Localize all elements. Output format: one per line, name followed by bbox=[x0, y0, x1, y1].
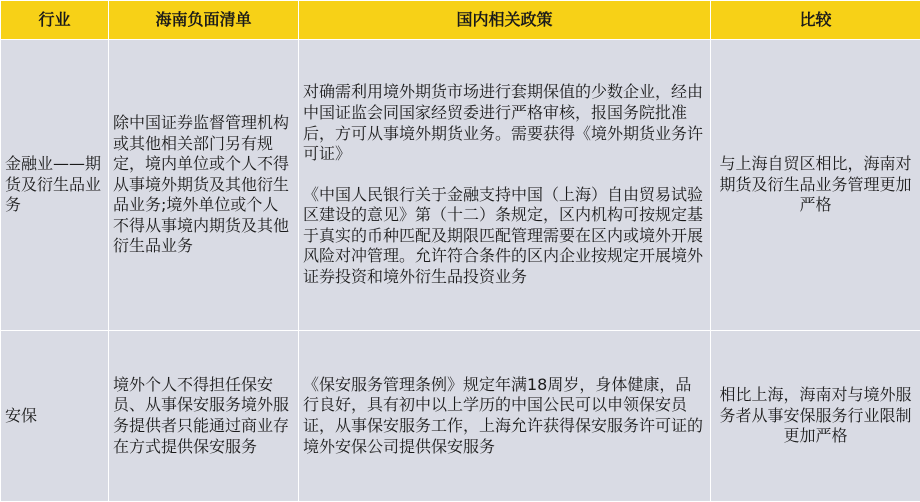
industry-cell: 金融业——期货及衍生品业务 bbox=[1, 40, 109, 331]
domestic-policy-cell bbox=[299, 331, 711, 502]
header-hainan-negative-list: 海南负面清单 bbox=[109, 1, 299, 40]
header-domestic-policy: 国内相关政策 bbox=[299, 1, 711, 40]
comparison-cell: 相比上海，海南对与境外服务者从事安保服务行业限制更加严格 bbox=[711, 331, 920, 502]
table-body bbox=[1, 40, 920, 502]
table-row bbox=[1, 331, 920, 502]
table-row bbox=[1, 40, 920, 331]
policy-paragraph: 《保安服务管理条例》规定年满18周岁，身体健康，品行良好，具有初中以上学历的中国公民可以申领保安员证，从事保安服务工作，上海允许获得保安服务许可证的境外安保公司提供保安服务 bbox=[303, 375, 706, 457]
header-row bbox=[1, 1, 920, 40]
header-comparison: 比较 bbox=[711, 1, 920, 40]
table-header bbox=[1, 1, 920, 40]
policy-paragraph: 《中国人民银行关于金融支持中国（上海）自由贸易试验区建设的意见》第（十二）条规定，区内机构可按规定基于真实的币种匹配及期限匹配管理需要在区内或境外开展风险对冲管理。允许符合条件的区内企业按规定开展境外证券投资和境外衍生品投资业务 bbox=[303, 185, 706, 288]
industry-cell: 安保 bbox=[1, 331, 109, 502]
negative-list-cell: 境外个人不得担任保安员、从事保安服务境外服务提供者只能通过商业存在方式提供保安服务 bbox=[109, 331, 299, 502]
comparison-cell: 与上海自贸区相比，海南对期货及衍生品业务管理更加严格 bbox=[711, 40, 920, 331]
domestic-policy-cell bbox=[299, 40, 711, 331]
policy-paragraph: 对确需利用境外期货市场进行套期保值的少数企业，经由中国证监会同国家经贸委进行严格审核，报国务院批准后，方可从事境外期货业务。需要获得《境外期货业务许可证》 bbox=[303, 82, 706, 164]
negative-list-cell: 除中国证券监督管理机构或其他相关部门另有规定，境内单位或个人不得从事境外期货及其他衍生品业务;境外单位或个人不得从事境内期货及其他衍生品业务 bbox=[109, 40, 299, 331]
header-industry: 行业 bbox=[1, 1, 109, 40]
